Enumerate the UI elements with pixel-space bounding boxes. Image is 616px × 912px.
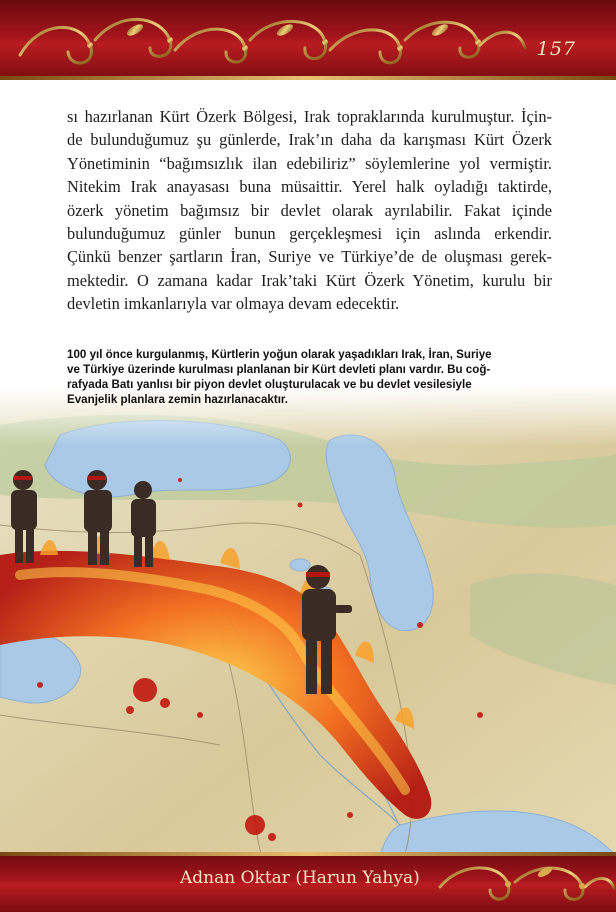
caption-line: Evanjelik planlara zemin hazırlanacaktır. [67,393,289,406]
body-line: Çünkü benzer şartların İran, Suriye ve Türkiye’de de oluşması gerek- [67,247,552,267]
caption-line: ve Türkiye üzerinde kurulması planlanan bir Kürt devleti planı vardır. Bu coğ- [67,363,491,376]
body-line: mektedir. O zamana kadar Irak’taki Kürt Özerk Yönetim, kurulu bir [67,270,552,290]
figure-caption [67,347,552,407]
page-number: 157 [536,38,576,60]
caption-line: 100 yıl önce kurgulanmış, Kürtlerin yoğun olarak yaşadıkları Irak, İran, Suriye [67,348,492,361]
body-line: Nitekim Irak anayasası buna müsaittir. Yerel halk oyladığı taktirde, [67,177,552,197]
map-illustration [0,385,616,855]
body-paragraph [67,105,552,316]
caption-line: rafyada Batı yanlısı bir piyon devlet oluşturulacak ve bu devlet vesilesiyle [67,378,472,391]
body-line: sı hazırlanan Kürt Özerk Bölgesi, Irak topraklarında kurulmuştur. İçin- [67,107,552,126]
body-line: de bulunduğumuz şu günlerde, Irak’ın daha da karışması Kürt Özerk [67,130,552,150]
body-line: özerk yönetim bağımsız bir devlet olarak ayrılabilir. Fakat içinde [67,200,552,220]
ornament-swirl-icon [0,0,616,80]
footer-band [0,852,616,912]
body-line: bulunduğumuz günler bunun gerçekleşmesi için aslında erkendir. [67,224,552,244]
map-with-fire-icon [0,385,616,855]
body-line: Yönetiminin “bağımsızlık ilan edebiliriz” söylemlerine yol vermiştir. [67,153,552,173]
header-band [0,0,616,80]
author-name: Adnan Oktar (Harun Yahya) [180,868,420,888]
body-line: devletin imkanlarıyla var olmaya devam edecektir. [67,294,400,314]
